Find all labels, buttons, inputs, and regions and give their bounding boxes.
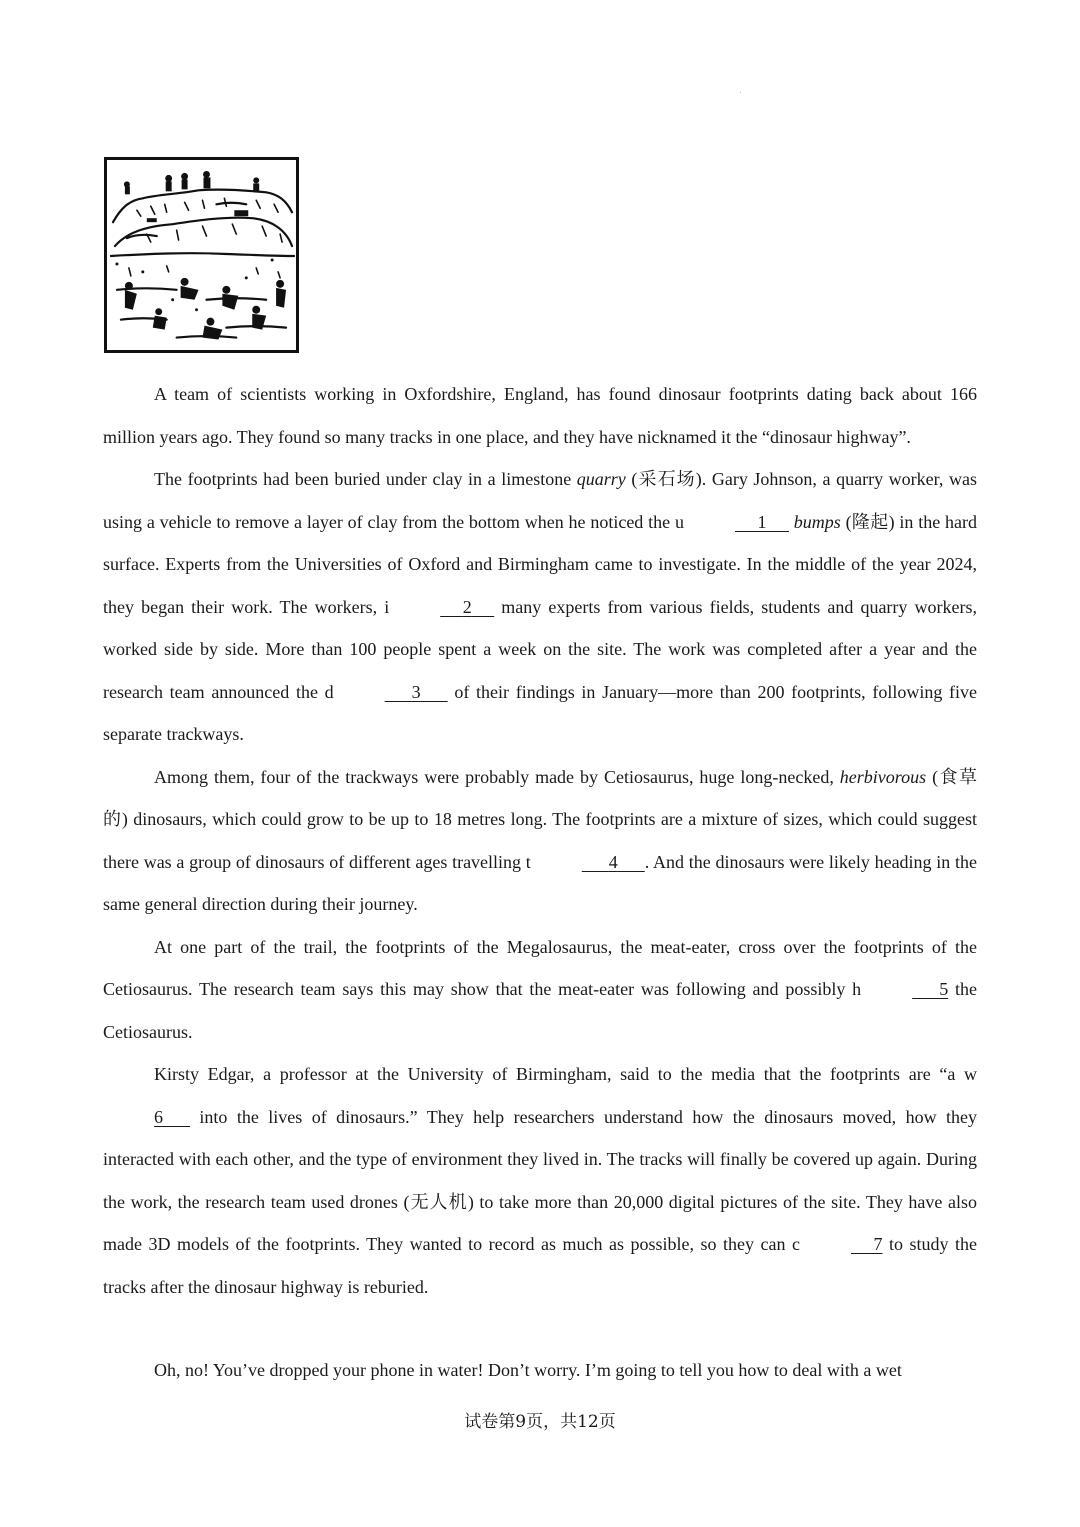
quarry-sketch-icon bbox=[107, 160, 296, 350]
page-footer: 试卷第9页，共12页 bbox=[464, 1412, 616, 1432]
blank-4[interactable] bbox=[531, 841, 645, 884]
paragraph-1 bbox=[103, 373, 977, 458]
blank-5[interactable] bbox=[861, 968, 948, 1011]
paragraph-5-text-b: into the lives of dinosaurs.” They help researchers understand how the dinosaurs moved, how they interacted with each other, and the type of environment they lived in. The tracks will finally be covered up again. During the work, the research team used drones (无人机) to take more than 20,000 digital pictures of the site. They have also made 3D models of the footprints. They wanted to record as much as possible, so they can c bbox=[103, 1106, 977, 1254]
paragraph-2-text-f: of their findings in January—more than 200 footprints, following five separate trackways. bbox=[103, 681, 978, 744]
bumps-term: bumps bbox=[793, 511, 841, 532]
paragraph-3-text-c: . And the dinosaurs were likely heading in the same general direction during their journey. bbox=[103, 851, 977, 914]
paragraph-5-text-a: Kirsty Edgar, a professor at the University of Birmingham, said to the media that the footprints are “a w bbox=[154, 1064, 977, 1084]
paragraph-4 bbox=[103, 926, 977, 1054]
blank-1-number: 1 bbox=[757, 511, 767, 532]
quarry-term: quarry bbox=[576, 469, 626, 489]
blank-2[interactable] bbox=[389, 586, 494, 629]
paragraph-2-text-a: The footprints had been buried under clay in a limestone bbox=[154, 469, 577, 489]
blank-6[interactable] bbox=[103, 1096, 190, 1139]
paragraph-2 bbox=[103, 458, 977, 756]
blank-3[interactable] bbox=[334, 671, 448, 714]
paragraph-5 bbox=[103, 1053, 977, 1308]
paragraph-4-text-b: the Cetiosaurus. bbox=[103, 979, 977, 1042]
blank-3-number: 3 bbox=[411, 681, 421, 702]
herbivorous-term: herbivorous bbox=[839, 766, 927, 787]
paragraph-2-text-d: (隆起) in the hard surface. Experts from the Universities of Oxford and Birmingham came to investigate. In the middle of the year 2024, they began their work. The workers, i bbox=[103, 511, 978, 617]
paragraph-3-text-b: (食草的) dinosaurs, which could grow to be up to 18 metres long. The footprints are a mixture of sizes, which could suggest there was a group of dinosaurs of different ages travelling t bbox=[103, 766, 977, 872]
reading-passage bbox=[103, 373, 977, 1308]
blank-7-number: 7 bbox=[873, 1234, 883, 1254]
paragraph-3 bbox=[103, 756, 977, 926]
paragraph-2-text-e: many experts from various fields, students and quarry workers, worked side by side. More than 100 people spent a week on the site. The work was completed after a year and the research team announced the d bbox=[103, 596, 977, 702]
paragraph-4-text-a: At one part of the trail, the footprints of the Megalosaurus, the meat-eater, cross over the footprints of the Cetiosaurus. The research team says this may show that the meat-eater was following and possibly h bbox=[103, 936, 977, 999]
blank-5-number: 5 bbox=[939, 979, 949, 999]
paragraph-5-text-c: to study the tracks after the dinosaur highway is reburied. bbox=[103, 1234, 977, 1297]
scan-speck bbox=[740, 92, 741, 93]
blank-6-number: 6 bbox=[154, 1106, 163, 1127]
blank-2-number: 2 bbox=[462, 596, 472, 617]
paragraph-2-text-b: (采石场). Gary Johnson, a quarry worker, was using a vehicle to remove a layer of clay from the bottom when he noticed the u bbox=[103, 469, 977, 532]
blank-1[interactable] bbox=[684, 501, 789, 544]
next-passage-start: Oh, no! You’ve dropped your phone in water! Don’t worry. I’m going to tell you how to deal with a wet bbox=[154, 1360, 902, 1380]
paragraph-3-text-a: Among them, four of the trackways were probably made by Cetiosaurus, huge long-necked, bbox=[154, 766, 840, 787]
paragraph-1-text: A team of scientists working in Oxfordshire, England, has found dinosaur footprints dating back about 166 million years ago. They found so many tracks in one place, and they have nicknamed it the “dinosaur highway”. bbox=[103, 384, 977, 447]
quarry-illustration bbox=[104, 157, 299, 353]
blank-7[interactable] bbox=[800, 1223, 883, 1266]
blank-4-number: 4 bbox=[608, 851, 618, 872]
